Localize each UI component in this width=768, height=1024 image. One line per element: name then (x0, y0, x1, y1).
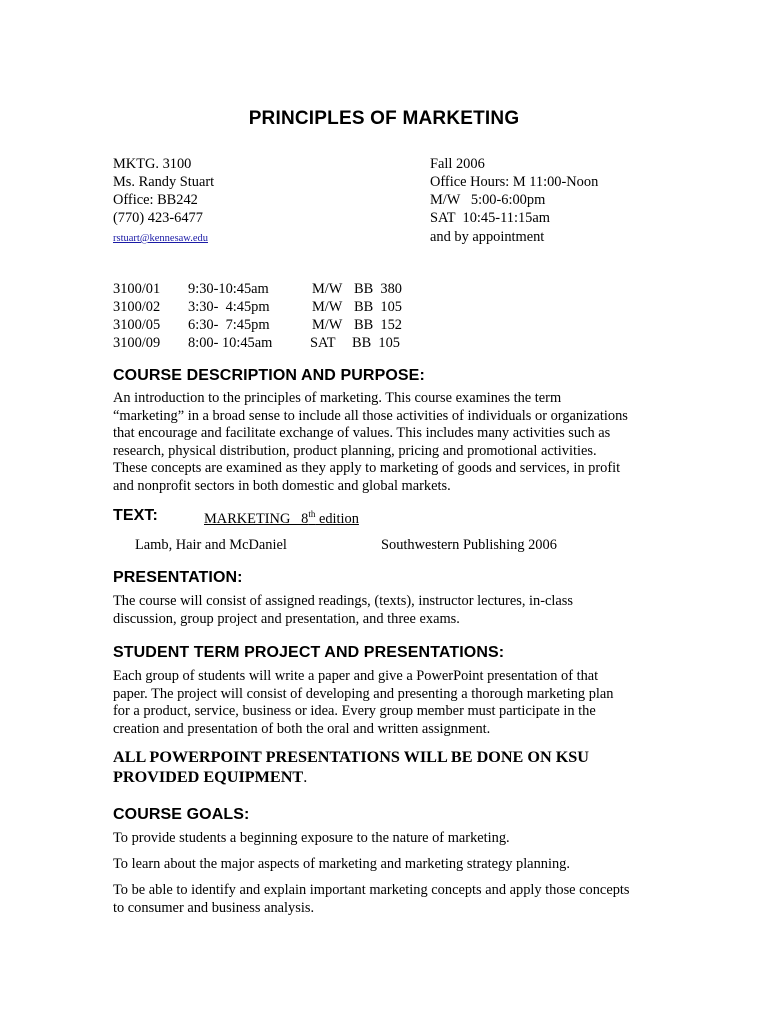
description-line: An introduction to the principles of marketing. This course examines the term (113, 390, 562, 406)
project-line: for a product, service, business or idea. Every group member must participate in the (113, 703, 596, 720)
project-line: Each group of students will write a paper and give a PowerPoint presentation of that (113, 668, 599, 684)
term: Fall 2006 (430, 156, 485, 172)
course-code: MKTG. 3100 (113, 156, 192, 172)
project-line: paper. The project will consist of developing and presenting a thorough marketing plan (113, 685, 614, 702)
project-paragraph (113, 668, 658, 738)
section-days: M/W (312, 281, 343, 297)
description-line: that encourage and facilitate exchange of values. This includes many activities such as (113, 425, 611, 442)
office-hours-sat: SAT 10:45-11:15am (430, 210, 550, 226)
presentation-line: discussion, group project and presentation, and three exams. (113, 610, 460, 627)
section-days: M/W (312, 317, 343, 333)
equipment-notice-line: ALL POWERPOINT PRESENTATIONS WILL BE DONE ON KSU (113, 748, 589, 766)
section-time: 8:00- 10:45am (188, 335, 273, 351)
section-number: 3100/02 (113, 299, 161, 315)
equipment-notice-period: . (303, 768, 308, 786)
description-paragraph (113, 390, 658, 496)
section-days: SAT (310, 335, 336, 351)
project-line: creation and presentation of both the oral and written assignment. (113, 720, 491, 737)
page-title: PRINCIPLES OF MARKETING (248, 108, 520, 129)
section-room: BB 105 (354, 299, 402, 315)
presentation-heading: PRESENTATION: (113, 569, 243, 586)
edition-word: edition (315, 511, 359, 527)
textbook-name: MARKETING 8 (204, 511, 309, 527)
description-line: and nonprofit sectors in both domestic and global markets. (113, 477, 451, 494)
section-room: BB 105 (352, 335, 400, 351)
description-line: research, physical distribution, product planning, pricing and promotional activities. (113, 442, 597, 459)
textbook-title (204, 510, 359, 528)
section-days: M/W (312, 299, 343, 315)
equipment-notice (113, 747, 673, 787)
section-number: 3100/09 (113, 335, 161, 351)
description-line: These concepts are examined as they apply to marketing of goods and services, in profit (113, 460, 621, 477)
office-location: Office: BB242 (113, 192, 198, 208)
section-time: 6:30- 7:45pm (188, 317, 270, 333)
section-number: 3100/01 (113, 281, 161, 297)
office-hours-appointment: and by appointment (430, 229, 545, 245)
section-number: 3100/05 (113, 317, 161, 333)
goal-item: to consumer and business analysis. (113, 900, 315, 916)
description-line: “marketing” in a broad sense to include all those activities of individuals or organizations (113, 407, 628, 424)
office-hours-mw: M/W 5:00-6:00pm (430, 192, 546, 208)
instructor-name: Ms. Randy Stuart (113, 174, 215, 190)
project-heading: STUDENT TERM PROJECT AND PRESENTATIONS: (113, 644, 505, 661)
presentation-paragraph (113, 593, 658, 628)
section-room: BB 152 (354, 317, 402, 333)
phone-number: (770) 423-6477 (113, 210, 203, 226)
presentation-line: The course will consist of assigned readings, (texts), instructor lectures, in-class (113, 593, 573, 609)
office-hours: Office Hours: M 11:00-Noon (430, 174, 599, 190)
goal-item: To provide students a beginning exposure to the nature of marketing. (113, 830, 510, 846)
goal-item: To be able to identify and explain important marketing concepts and apply those concepts (113, 882, 630, 898)
textbook-authors: Lamb, Hair and McDaniel (135, 537, 287, 553)
text-heading: TEXT: (113, 507, 158, 524)
equipment-notice-line: PROVIDED EQUIPMENT (113, 768, 304, 786)
email-link[interactable]: rstuart@kennesaw.edu (113, 233, 208, 244)
goals-heading: COURSE GOALS: (113, 806, 250, 823)
goal-item: To learn about the major aspects of marketing and marketing strategy planning. (113, 856, 570, 872)
description-heading: COURSE DESCRIPTION AND PURPOSE: (113, 367, 425, 384)
section-time: 3:30- 4:45pm (188, 299, 270, 315)
textbook-publisher: Southwestern Publishing 2006 (381, 537, 557, 553)
edition-superscript: th (308, 509, 316, 519)
section-time: 9:30-10:45am (188, 281, 269, 297)
section-room: BB 380 (354, 281, 402, 297)
